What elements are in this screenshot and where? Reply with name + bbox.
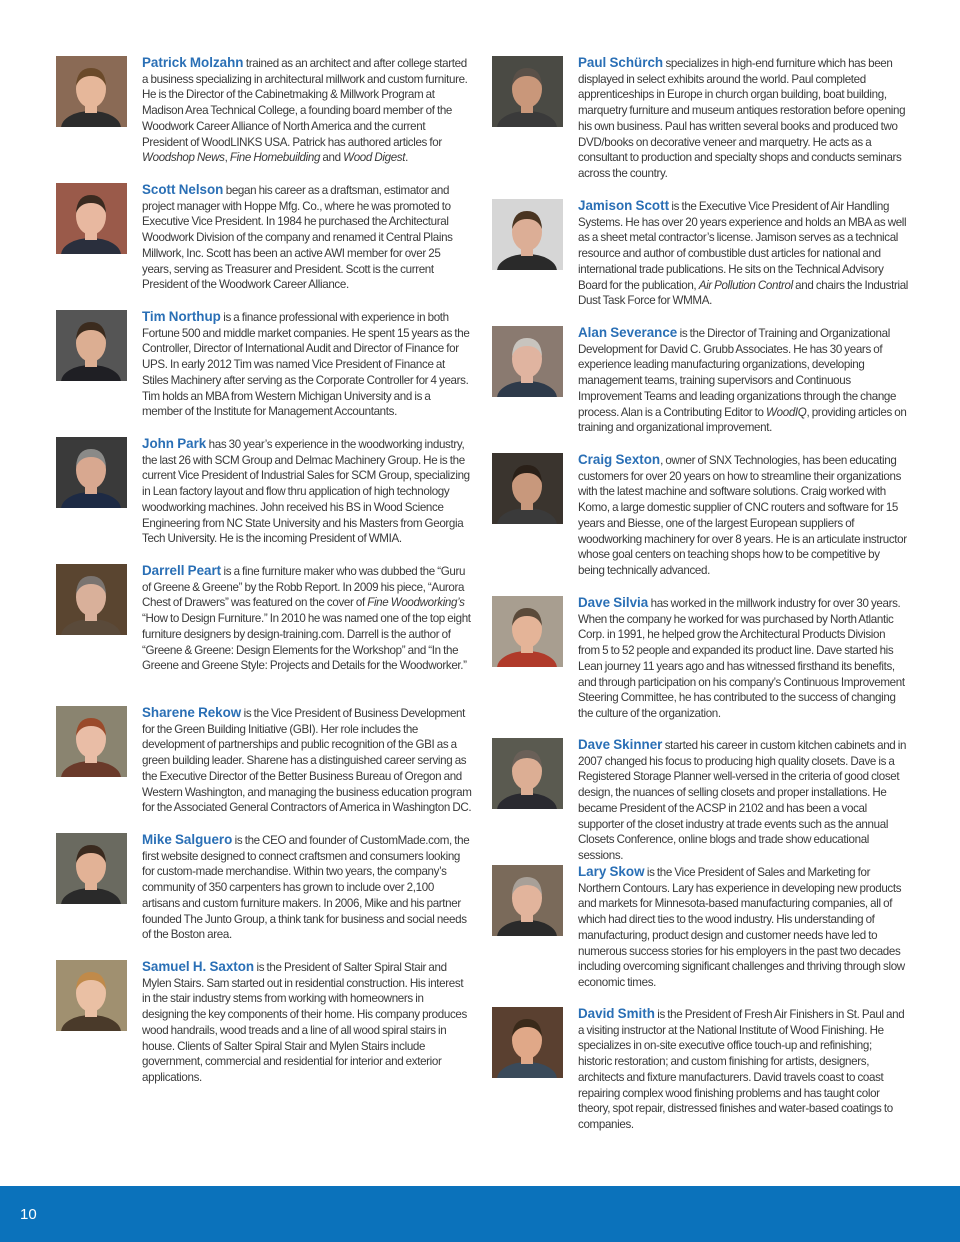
portrait-photo [56, 56, 127, 127]
portrait-photo [492, 865, 563, 936]
portrait-photo [56, 833, 127, 904]
portrait-photo [492, 1007, 563, 1078]
portrait-photo [492, 199, 563, 270]
portrait-photo [56, 564, 127, 635]
bio-text: David Smith is the President of Fresh Air Finishers in St. Paul and a visiting instructor at the National Institute of Wood Finishing. He specializes in on-site executive office touch-up and refinishing; historic restoration; and custom finishing for artists, designers, architects and fixture manufacturers. David travels coast to coast repairing complex wood finishing problems and has taught color theory, spot repair, distressed finishes and water-based coatings to companies. [578, 1006, 905, 1131]
bio-text: Lary Skow is the Vice President of Sales and Marketing for Northern Contours. Lary has experience in developing new products and markets for Minnesota-based manufacturing companies, all of which had direct ties to the wood industry. His understanding of manufacturing, product design and customer needs have led to numerous success stories for his employers in the past two decades including overcoming significant challenges and thriving through slow economic times. [578, 864, 905, 989]
footer-bar [0, 1186, 960, 1242]
person-name: John Park [142, 436, 207, 451]
person-name: Paul Schürch [578, 55, 664, 70]
bio-text: Alan Severance is the Director of Training and Organizational Development for David C. Grubb Associates. He has 30 years of experience leading manufacturing organizations, developing management teams, training supervisors and Continuous Improvement Teams and leading organizations through the change process. Alan is a Contributing Editor to WoodIQ, providing articles on training and organizational improvement. [578, 325, 907, 435]
person-name: Alan Severance [578, 325, 678, 340]
portrait-photo [56, 706, 127, 777]
bio-text: Tim Northup is a finance professional with experience in both Fortune 500 and middle market companies. He spent 15 years as the Controller, Director of International Audit and Director of Finance for UPS. In early 2012 Tim was named Vice President of Finance at Stiles Machinery after serving as the Corporate Controller for 4 years. Tim holds an MBA from Western Michigan University and is a member of the Institute for Management Accountants. [142, 309, 470, 419]
bio-text: Paul Schürch specializes in high-end furniture which has been displayed in select exhibits around the world. Paul completed apprenticeships in Europe in church organ building, boat building, marquetry furniture and museum antiques restoration before opening his own business. Paul has written several books and produced two DVD/books on decorative veneer and marquetry. He acts as a consultant to production and specialty shops and conducts seminars across the country. [578, 55, 906, 180]
person-name: Dave Skinner [578, 737, 663, 752]
bio-text: Jamison Scott is the Executive Vice President of Air Handling Systems. He has over 20 years experience and holds an MBA as well as a sheet metal contractor’s license. Jamison serves as a technical resource and author of combustible dust articles for national and international trade publications. He sits on the Technical Advisory Board for the publication, Air Pollution Control and chairs the Industrial Dust Task Force for WMMA. [578, 198, 909, 308]
person-name: Darrell Peart [142, 563, 222, 578]
page-number: 10 [20, 1206, 37, 1223]
person-name: Scott Nelson [142, 182, 224, 197]
person-name: Dave Silvia [578, 595, 649, 610]
person-name: Mike Salguero [142, 832, 233, 847]
portrait-photo [492, 596, 563, 667]
person-name: Sharene Rekow [142, 705, 242, 720]
bio-text: Scott Nelson began his career as a draftsman, estimator and project manager with Hoppe Mfg. Co., where he was promoted to Executive Vice President. In 1984 he purchased the Architectural Woodwork Division of the company and renamed it Central Plains Millwork, Inc. Scott has been an active AWI member for over 25 years, serving as Treasurer and President. Scott is the current President of the Woodwork Career Alliance. [142, 182, 453, 292]
person-name: Tim Northup [142, 309, 221, 324]
bio-text: Craig Sexton, owner of SNX Technologies, has been educating customers for over 20 years on how to streamline their organizations with the latest machine and software solutions. Craig worked with Komo, a large domestic supplier of CNC routers and software for 15 years and Biesse, one of the largest European suppliers of woodworking machinery for over 8 years. He is an articulate instructor whose goal centers on teaching shops how to be competitive by being technically advanced. [578, 452, 907, 577]
person-name: Patrick Molzahn [142, 55, 244, 70]
person-name: Jamison Scott [578, 198, 670, 213]
portrait-photo [56, 310, 127, 381]
portrait-photo [56, 183, 127, 254]
person-name: Samuel H. Saxton [142, 959, 255, 974]
bio-text: Darrell Peart is a fine furniture maker who was dubbed the “Guru of Greene & Greene” by the Robb Report. In 2009 his piece, “Aurora Chest of Drawers” was featured on the cover of Fine Woodworking’s “How to Design Furniture.” In 2010 he was named one of the top eight furniture designers by design-training.com. Darrell is the author of “Greene & Greene: Design Elements for the Workshop” and “In the Greene and Greene Style: Projects and Details for the Woodworker.” [142, 563, 471, 673]
person-name: David Smith [578, 1006, 655, 1021]
portrait-photo [56, 960, 127, 1031]
portrait-photo [492, 453, 563, 524]
portrait-photo [492, 326, 563, 397]
person-name: Craig Sexton [578, 452, 661, 467]
portrait-photo [492, 56, 563, 127]
bio-text: Patrick Molzahn trained as an architect and after college started a business specializing in architectural millwork and custom furniture. He is the Director of the Cabinetmaking & Millwork Program at Madison Area Technical College, a founding board member of the Woodwork Career Alliance of North America and the current President of WoodLINKS USA. Patrick has authored articles for Woodshop News, Fine Homebuilding and Wood Digest. [142, 55, 468, 165]
bio-text: Dave Skinner started his career in custom kitchen cabinets and in 2007 changed his focus to producing high quality closets. Dave is a Registered Storage Planner well-versed in the criteria of good closet design, the nuances of selling closets and proper installations. He became President of the ACSP in 2102 and has been a vocal supporter of the closet industry at trade events such as the annual Closets Conference, online blogs and trade show educational sessions. [578, 737, 907, 862]
portrait-photo [492, 738, 563, 809]
person-name: Lary Skow [578, 864, 645, 879]
bio-text: John Park has 30 year’s experience in the woodworking industry, the last 26 with SCM Group and Delmac Machinery Group. He is the current Vice President of Industrial Sales for SCM Group, specializing in Lean factory layout and flow thru application of high technology woodworking machines. John received his BS in Wood Science Engineering from NC State University and his Masters from Georgia Tech University. He is the incoming President of WMIA. [142, 436, 470, 546]
bio-text: Dave Silvia has worked in the millwork industry for over 30 years. When the company he worked for was purchased by North Atlantic Corp. in 1991, he helped grow the Architectural Products Division from 5 to 52 people and expanded its product line. Dave started his Lean journey 11 years ago and has witnessed firsthand its benefits, and through participation on his company’s Continuous Improvement Steering Committee, he has contributed to the success of changing the culture of the organization. [578, 595, 905, 720]
bio-text: Sharene Rekow is the Vice President of Business Development for the Green Building Initiative (GBI). Her role includes the development of partnerships and public recognition of the GBI as a green building leader. Sharene has a distinguished career serving as the Executive Director of the Better Business Bureau of Oregon and Western Washington, and managing the business education program for the Associated General Contractors of America in Washington DC. [142, 705, 472, 815]
portrait-photo [56, 437, 127, 508]
bio-text: Samuel H. Saxton is the President of Salter Spiral Stair and Mylen Stairs. Sam started out in residential construction. His interest in the stair industry stems from working with homeowners in designing the key components of their home. His company produces wood handrails, wood treads and a line of all wood spiral stairs in house. Clients of Salter Spiral Stair and Mylen Stairs include government, commercial and residential for interior and exterior applications. [142, 959, 467, 1084]
bio-text: Mike Salguero is the CEO and founder of CustomMade.com, the first website designed to connect craftsmen and consumers looking for custom-made merchandise. Within two years, the company’s community of 350 carpenters has grown to include over 2,100 artisans and custom furniture makers. In 2006, Mike and his partner founded The Junto Group, a think tank for business and social needs of the Boston area. [142, 832, 470, 942]
